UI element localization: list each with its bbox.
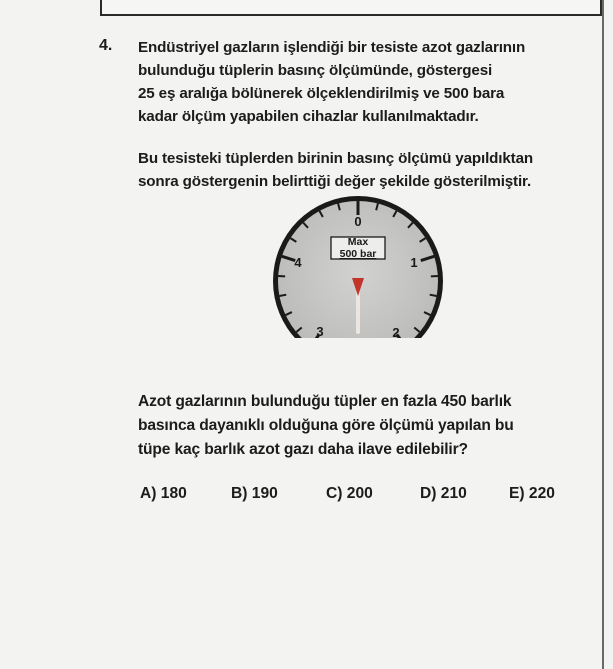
dial-number-4: 4 [294, 255, 302, 270]
question-intro [138, 36, 525, 128]
minor-tick [385, 349, 388, 356]
answer-options [140, 485, 560, 511]
intro-line: bulunduğu tüplerin basınç ölçümünde, göstergesi [138, 62, 493, 79]
detail-line: Bu tesisteki tüplerden birinin basınç ölçümü yapıldıktan [138, 150, 533, 167]
option-c[interactable]: C) 200 [326, 485, 373, 502]
intro-line: 25 eş aralığa bölünerek ölçeklendirilmiş ve 500 bara [138, 85, 505, 102]
prompt-line: basınca dayanıklı olduğuna göre ölçümü yapılan bu [138, 417, 514, 434]
dial-number-3: 3 [316, 324, 324, 339]
page-edge-line [602, 0, 604, 669]
max-label-line1: Max [347, 236, 369, 248]
minor-tick [430, 295, 437, 296]
minor-tick [329, 349, 332, 356]
pressure-gauge [268, 192, 468, 372]
max-label-line2: 500 bar [339, 248, 377, 260]
intro-line: kadar ölçüm yapabilen cihazlar kullanılmaktadır. [138, 108, 479, 125]
question-prompt [138, 390, 514, 462]
option-b[interactable]: B) 190 [231, 485, 278, 502]
intro-line: Endüstriyel gazların işlendiği bir tesiste azot gazlarının [138, 39, 526, 56]
prompt-line: Azot gazlarının bulunduğu tüpler en fazla 450 barlık [138, 393, 512, 410]
detail-line: sonra göstergenin belirttiği değer şekilde gösterilmiştir. [138, 173, 532, 190]
option-a[interactable]: A) 180 [140, 485, 187, 502]
option-e[interactable]: E) 220 [509, 485, 555, 502]
previous-question-box [100, 0, 602, 16]
minor-tick [367, 353, 368, 360]
dial-number-2: 2 [392, 325, 400, 340]
minor-tick [279, 295, 286, 296]
option-d[interactable]: D) 210 [420, 485, 467, 502]
dial-number-1: 1 [410, 255, 418, 270]
prompt-line: tüpe kaç barlık azot gazı daha ilave edilebilir? [138, 441, 468, 458]
question-detail [138, 147, 533, 193]
question-number: 4. [99, 37, 113, 54]
pressure-gauge-figure [268, 192, 468, 372]
minor-tick [348, 353, 349, 360]
dial-number-0: 0 [354, 214, 362, 229]
